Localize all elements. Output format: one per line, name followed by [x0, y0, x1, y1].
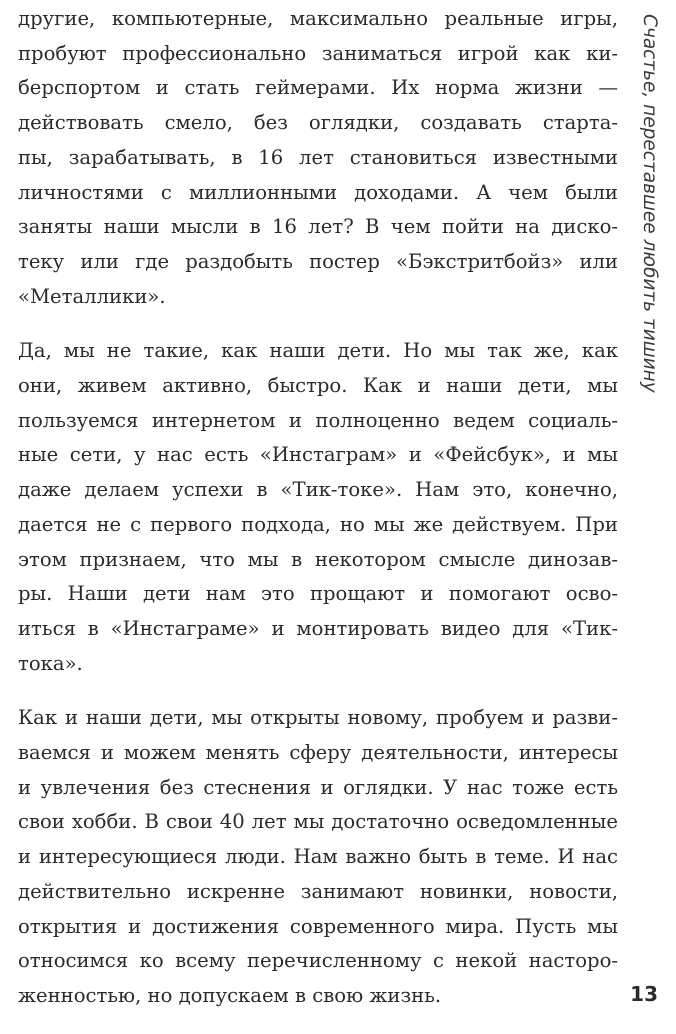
page-number: 13 — [630, 982, 658, 1006]
text-line: женностью, но допускаем в свою жизнь. — [18, 983, 442, 1007]
text-line: относимся ко всему перечисленному с некой насторо- — [18, 949, 618, 973]
text-line: Да, мы не такие, как наши дети. Но мы так же, как — [18, 339, 618, 363]
text-line: теку или где раздобыть постер «Бэкстритбойз» или — [18, 249, 618, 273]
text-line: «Металлики». — [18, 284, 166, 308]
paragraph-2 — [18, 334, 618, 681]
text-line: личностями с миллионными доходами. А чем были — [18, 180, 618, 204]
text-line: берспортом и стать геймерами. Их норма жизни — — [18, 76, 618, 100]
text-line: пы, зарабатывать, в 16 лет становиться известными — [18, 145, 618, 169]
text-line: действительно искренне занимают новинки, новости, — [18, 879, 618, 903]
body-text — [18, 2, 618, 1034]
text-line: пользуемся интернетом и полноценно ведем социаль- — [18, 408, 618, 432]
text-line: этом признаем, что мы в некотором смысле динозав- — [18, 547, 618, 571]
text-line: и интересующиеся люди. Нам важно быть в теме. И нас — [18, 845, 618, 869]
text-line: ры. Наши дети нам это прощают и помогают осво- — [18, 582, 618, 606]
text-line: другие, компьютерные, максимально реальные игры, — [18, 7, 618, 30]
text-line: они, живем активно, быстро. Как и наши дети, мы — [18, 374, 618, 398]
paragraph-3 — [18, 701, 618, 1013]
text-line: иться в «Инстаграме» и монтировать видео для «Тик- — [18, 616, 618, 640]
text-line: свои хобби. В свои 40 лет мы достаточно осведомленные — [18, 810, 618, 834]
text-line: пробуют профессионально заниматься игрой как ки- — [18, 41, 618, 65]
running-head: Счастье, переставшее любить тишину — [639, 14, 660, 393]
text-line: тока». — [18, 651, 83, 675]
text-line: даже делаем успехи в «Тик-токе». Нам это, конечно, — [18, 478, 618, 502]
text-line: дается не с первого подхода, но мы же действуем. При — [18, 512, 618, 536]
text-line: действовать смело, без оглядки, создавать старта- — [18, 111, 618, 135]
paragraph-1 — [18, 2, 618, 314]
text-line: открытия и достижения современного мира. Пусть мы — [18, 914, 618, 938]
text-line: заняты наши мысли в 16 лет? В чем пойти на диско- — [18, 215, 618, 239]
text-line: и увлечения без стеснения и оглядки. У нас тоже есть — [18, 775, 618, 799]
text-line: ваемся и можем менять сферу деятельности, интересы — [18, 741, 618, 765]
text-line: ные сети, у нас есть «Инстаграм» и «Фейсбук», и мы — [18, 443, 618, 467]
text-line: Как и наши дети, мы открыты новому, пробуем и разви- — [18, 706, 618, 730]
